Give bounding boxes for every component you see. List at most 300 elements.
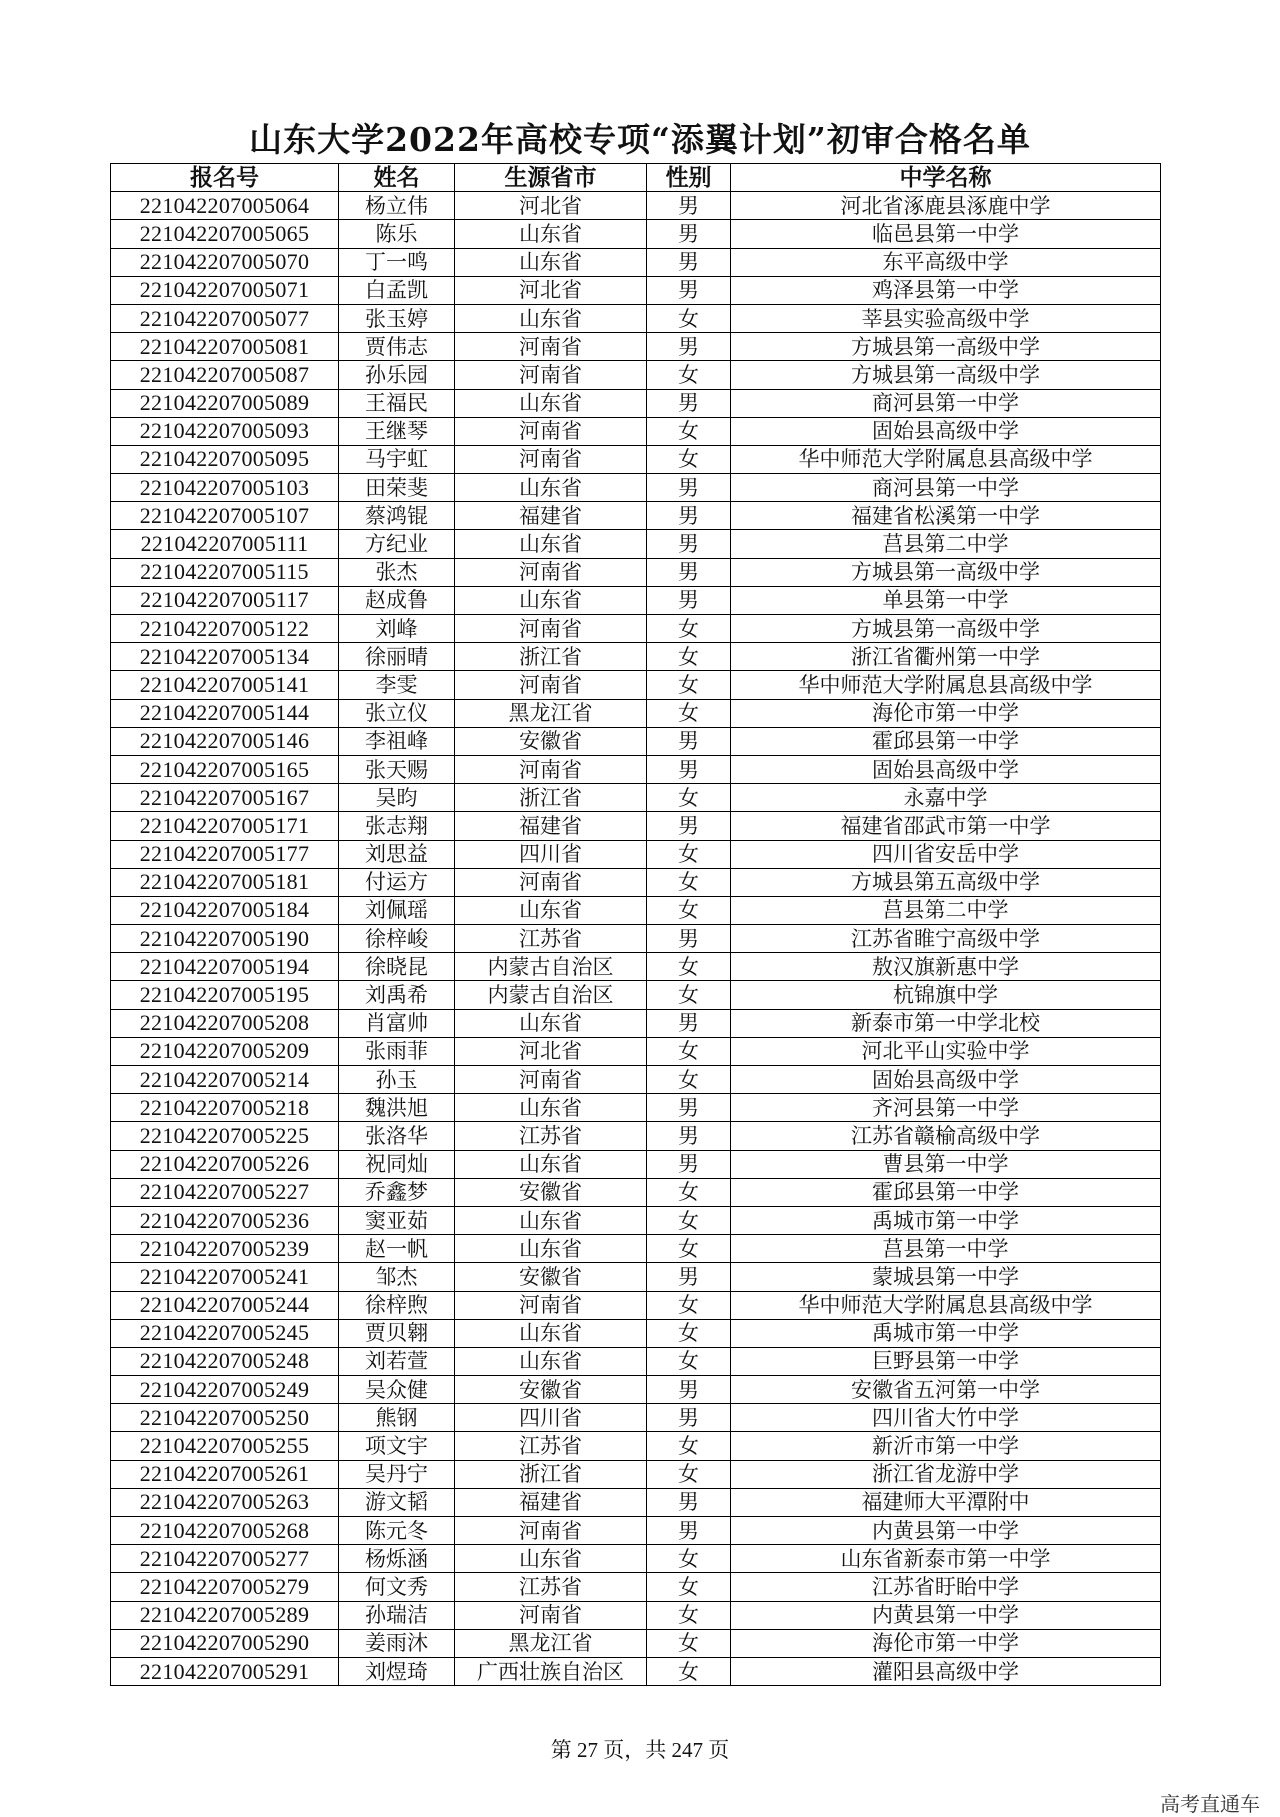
table-row [111, 586, 1161, 614]
registration-no-cell: 221042207005244 [111, 1291, 339, 1319]
school-cell: 方城县第五高级中学 [731, 868, 1161, 896]
table-row [111, 530, 1161, 558]
name-cell: 王福民 [339, 389, 455, 417]
gender-cell: 女 [647, 445, 731, 473]
school-cell: 禹城市第一中学 [731, 1206, 1161, 1234]
name-cell: 肖富帅 [339, 1009, 455, 1037]
name-cell: 张雨菲 [339, 1037, 455, 1065]
registration-no-cell: 221042207005263 [111, 1488, 339, 1516]
name-cell: 张立仪 [339, 699, 455, 727]
gender-cell: 女 [647, 615, 731, 643]
registration-no-cell: 221042207005279 [111, 1573, 339, 1601]
column-header-school: 中学名称 [731, 164, 1161, 192]
gender-cell: 女 [647, 1066, 731, 1094]
table-row [111, 1206, 1161, 1234]
name-cell: 刘峰 [339, 615, 455, 643]
province-cell: 江苏省 [455, 1432, 647, 1460]
table-row [111, 896, 1161, 924]
name-cell: 吴丹宁 [339, 1460, 455, 1488]
column-header-name: 姓名 [339, 164, 455, 192]
province-cell: 黑龙江省 [455, 699, 647, 727]
registration-no-cell: 221042207005190 [111, 925, 339, 953]
school-cell: 商河县第一中学 [731, 474, 1161, 502]
province-cell: 河南省 [455, 1517, 647, 1545]
province-cell: 山东省 [455, 1150, 647, 1178]
school-cell: 永嘉中学 [731, 784, 1161, 812]
school-cell: 临邑县第一中学 [731, 220, 1161, 248]
province-cell: 河南省 [455, 1066, 647, 1094]
table-row [111, 417, 1161, 445]
name-cell: 吴昀 [339, 784, 455, 812]
province-cell: 内蒙古自治区 [455, 981, 647, 1009]
province-cell: 山东省 [455, 474, 647, 502]
table-row [111, 361, 1161, 389]
province-cell: 河南省 [455, 333, 647, 361]
table-row [111, 1601, 1161, 1629]
province-cell: 浙江省 [455, 1460, 647, 1488]
name-cell: 项文宇 [339, 1432, 455, 1460]
gender-cell: 男 [647, 1122, 731, 1150]
province-cell: 安徽省 [455, 727, 647, 755]
school-cell: 曹县第一中学 [731, 1150, 1161, 1178]
table-row [111, 276, 1161, 304]
province-cell: 黑龙江省 [455, 1629, 647, 1657]
province-cell: 江苏省 [455, 1573, 647, 1601]
registration-no-cell: 221042207005208 [111, 1009, 339, 1037]
gender-cell: 男 [647, 1404, 731, 1432]
school-cell: 安徽省五河第一中学 [731, 1376, 1161, 1404]
province-cell: 河北省 [455, 192, 647, 220]
table-row [111, 333, 1161, 361]
province-cell: 山东省 [455, 389, 647, 417]
gender-cell: 男 [647, 1517, 731, 1545]
province-cell: 河南省 [455, 615, 647, 643]
table-row [111, 1573, 1161, 1601]
province-cell: 山东省 [455, 586, 647, 614]
province-cell: 浙江省 [455, 784, 647, 812]
gender-cell: 男 [647, 1009, 731, 1037]
school-cell: 杭锦旗中学 [731, 981, 1161, 1009]
school-cell: 海伦市第一中学 [731, 699, 1161, 727]
registration-no-cell: 221042207005250 [111, 1404, 339, 1432]
gender-cell: 女 [647, 361, 731, 389]
registration-no-cell: 221042207005103 [111, 474, 339, 502]
province-cell: 四川省 [455, 1404, 647, 1432]
table-row [111, 192, 1161, 220]
registration-no-cell: 221042207005225 [111, 1122, 339, 1150]
gender-cell: 男 [647, 248, 731, 276]
table-row [111, 755, 1161, 783]
name-cell: 祝同灿 [339, 1150, 455, 1178]
gender-cell: 女 [647, 1545, 731, 1573]
gender-cell: 女 [647, 1432, 731, 1460]
gender-cell: 女 [647, 784, 731, 812]
registration-no-cell: 221042207005239 [111, 1235, 339, 1263]
column-header-registration-no: 报名号 [111, 164, 339, 192]
gender-cell: 女 [647, 1629, 731, 1657]
province-cell: 河南省 [455, 445, 647, 473]
registration-no-cell: 221042207005195 [111, 981, 339, 1009]
name-cell: 孙玉 [339, 1066, 455, 1094]
registration-no-cell: 221042207005064 [111, 192, 339, 220]
province-cell: 山东省 [455, 1009, 647, 1037]
registration-no-cell: 221042207005141 [111, 671, 339, 699]
table-row [111, 389, 1161, 417]
gender-cell: 男 [647, 1094, 731, 1122]
name-cell: 张志翔 [339, 812, 455, 840]
gender-cell: 男 [647, 1376, 731, 1404]
watermark-text: 高考直通车 [1160, 1792, 1260, 1816]
registration-no-cell: 221042207005226 [111, 1150, 339, 1178]
registration-no-cell: 221042207005171 [111, 812, 339, 840]
table-row [111, 953, 1161, 981]
table-row [111, 727, 1161, 755]
gender-cell: 女 [647, 981, 731, 1009]
table-row [111, 840, 1161, 868]
school-cell: 方城县第一高级中学 [731, 558, 1161, 586]
name-cell: 赵一帆 [339, 1235, 455, 1263]
table-row [111, 1094, 1161, 1122]
school-cell: 敖汉旗新惠中学 [731, 953, 1161, 981]
province-cell: 河南省 [455, 755, 647, 783]
province-cell: 山东省 [455, 1545, 647, 1573]
province-cell: 河北省 [455, 1037, 647, 1065]
registration-no-cell: 221042207005290 [111, 1629, 339, 1657]
province-cell: 江苏省 [455, 925, 647, 953]
province-cell: 山东省 [455, 1347, 647, 1375]
gender-cell: 男 [647, 1488, 731, 1516]
gender-cell: 男 [647, 276, 731, 304]
table-row [111, 812, 1161, 840]
registration-no-cell: 221042207005194 [111, 953, 339, 981]
gender-cell: 女 [647, 1460, 731, 1488]
name-cell: 陈乐 [339, 220, 455, 248]
school-cell: 方城县第一高级中学 [731, 333, 1161, 361]
name-cell: 吴众健 [339, 1376, 455, 1404]
table-row [111, 1235, 1161, 1263]
name-cell: 乔鑫梦 [339, 1178, 455, 1206]
school-cell: 海伦市第一中学 [731, 1629, 1161, 1657]
name-cell: 李祖峰 [339, 727, 455, 755]
school-cell: 新泰市第一中学北校 [731, 1009, 1161, 1037]
registration-no-cell: 221042207005268 [111, 1517, 339, 1545]
registration-no-cell: 221042207005111 [111, 530, 339, 558]
name-cell: 窦亚茹 [339, 1206, 455, 1234]
school-cell: 华中师范大学附属息县高级中学 [731, 445, 1161, 473]
name-cell: 何文秀 [339, 1573, 455, 1601]
registration-no-cell: 221042207005070 [111, 248, 339, 276]
gender-cell: 男 [647, 333, 731, 361]
name-cell: 张杰 [339, 558, 455, 586]
table-row [111, 248, 1161, 276]
table-row [111, 1150, 1161, 1178]
table-row [111, 1629, 1161, 1657]
table-row [111, 1037, 1161, 1065]
gender-cell: 女 [647, 840, 731, 868]
name-cell: 杨立伟 [339, 192, 455, 220]
school-cell: 福建省松溪第一中学 [731, 502, 1161, 530]
school-cell: 鸡泽县第一中学 [731, 276, 1161, 304]
registration-no-cell: 221042207005209 [111, 1037, 339, 1065]
table-row [111, 1517, 1161, 1545]
province-cell: 河南省 [455, 671, 647, 699]
school-cell: 巨野县第一中学 [731, 1347, 1161, 1375]
school-cell: 华中师范大学附属息县高级中学 [731, 671, 1161, 699]
table-row [111, 699, 1161, 727]
gender-cell: 男 [647, 558, 731, 586]
registration-no-cell: 221042207005115 [111, 558, 339, 586]
school-cell: 固始县高级中学 [731, 755, 1161, 783]
table-row [111, 474, 1161, 502]
province-cell: 安徽省 [455, 1263, 647, 1291]
name-cell: 刘禹希 [339, 981, 455, 1009]
school-cell: 禹城市第一中学 [731, 1319, 1161, 1347]
table-row [111, 1319, 1161, 1347]
gender-cell: 男 [647, 1150, 731, 1178]
table-row [111, 558, 1161, 586]
name-cell: 王继琴 [339, 417, 455, 445]
province-cell: 福建省 [455, 1488, 647, 1516]
school-cell: 内黄县第一中学 [731, 1601, 1161, 1629]
province-cell: 河南省 [455, 1291, 647, 1319]
province-cell: 安徽省 [455, 1178, 647, 1206]
province-cell: 山东省 [455, 1094, 647, 1122]
school-cell: 商河县第一中学 [731, 389, 1161, 417]
school-cell: 方城县第一高级中学 [731, 615, 1161, 643]
name-cell: 付运方 [339, 868, 455, 896]
registration-no-cell: 221042207005248 [111, 1347, 339, 1375]
school-cell: 四川省大竹中学 [731, 1404, 1161, 1432]
table-row [111, 925, 1161, 953]
province-cell: 四川省 [455, 840, 647, 868]
table-row [111, 981, 1161, 1009]
table-row [111, 1432, 1161, 1460]
gender-cell: 女 [647, 1573, 731, 1601]
registration-no-cell: 221042207005146 [111, 727, 339, 755]
school-cell: 福建省邵武市第一中学 [731, 812, 1161, 840]
province-cell: 安徽省 [455, 1376, 647, 1404]
registration-no-cell: 221042207005144 [111, 699, 339, 727]
registration-no-cell: 221042207005177 [111, 840, 339, 868]
name-cell: 蔡鸿锟 [339, 502, 455, 530]
name-cell: 熊钢 [339, 1404, 455, 1432]
school-cell: 齐河县第一中学 [731, 1094, 1161, 1122]
table-header-row [111, 164, 1161, 192]
registration-no-cell: 221042207005184 [111, 896, 339, 924]
name-cell: 赵成鲁 [339, 586, 455, 614]
registration-no-cell: 221042207005117 [111, 586, 339, 614]
registration-no-cell: 221042207005291 [111, 1657, 339, 1685]
table-row [111, 868, 1161, 896]
school-cell: 江苏省睢宁高级中学 [731, 925, 1161, 953]
gender-cell: 女 [647, 868, 731, 896]
table-body [111, 192, 1161, 1686]
gender-cell: 女 [647, 643, 731, 671]
province-cell: 浙江省 [455, 643, 647, 671]
table-row [111, 1376, 1161, 1404]
province-cell: 河南省 [455, 417, 647, 445]
registration-no-cell: 221042207005214 [111, 1066, 339, 1094]
gender-cell: 男 [647, 812, 731, 840]
province-cell: 河南省 [455, 361, 647, 389]
school-cell: 山东省新泰市第一中学 [731, 1545, 1161, 1573]
name-cell: 张洛华 [339, 1122, 455, 1150]
table-row [111, 671, 1161, 699]
registration-no-cell: 221042207005065 [111, 220, 339, 248]
name-cell: 孙乐园 [339, 361, 455, 389]
name-cell: 白孟凯 [339, 276, 455, 304]
gender-cell: 男 [647, 192, 731, 220]
registration-no-cell: 221042207005081 [111, 333, 339, 361]
school-cell: 莒县第一中学 [731, 1235, 1161, 1263]
document-title: 山东大学2022年高校专项“添翼计划”初审合格名单 [249, 120, 1031, 159]
table-row [111, 615, 1161, 643]
name-cell: 徐丽晴 [339, 643, 455, 671]
table-row [111, 1178, 1161, 1206]
school-cell: 固始县高级中学 [731, 417, 1161, 445]
name-cell: 方纪业 [339, 530, 455, 558]
gender-cell: 女 [647, 1601, 731, 1629]
name-cell: 徐晓昆 [339, 953, 455, 981]
school-cell: 灌阳县高级中学 [731, 1657, 1161, 1685]
school-cell: 四川省安岳中学 [731, 840, 1161, 868]
table-row [111, 1291, 1161, 1319]
school-cell: 蒙城县第一中学 [731, 1263, 1161, 1291]
school-cell: 新沂市第一中学 [731, 1432, 1161, 1460]
province-cell: 福建省 [455, 502, 647, 530]
name-cell: 杨烁涵 [339, 1545, 455, 1573]
name-cell: 魏洪旭 [339, 1094, 455, 1122]
table-row [111, 1488, 1161, 1516]
gender-cell: 女 [647, 953, 731, 981]
registration-no-cell: 221042207005261 [111, 1460, 339, 1488]
registration-no-cell: 221042207005071 [111, 276, 339, 304]
school-cell: 东平高级中学 [731, 248, 1161, 276]
school-cell: 华中师范大学附属息县高级中学 [731, 1291, 1161, 1319]
gender-cell: 女 [647, 1037, 731, 1065]
name-cell: 邹杰 [339, 1263, 455, 1291]
column-header-gender: 性别 [647, 164, 731, 192]
name-cell: 张玉婷 [339, 304, 455, 332]
name-cell: 姜雨沐 [339, 1629, 455, 1657]
registration-no-cell: 221042207005181 [111, 868, 339, 896]
registration-no-cell: 221042207005089 [111, 389, 339, 417]
name-cell: 陈元冬 [339, 1517, 455, 1545]
table-row [111, 1347, 1161, 1375]
table-row [111, 1122, 1161, 1150]
gender-cell: 男 [647, 755, 731, 783]
gender-cell: 女 [647, 1347, 731, 1375]
table-row [111, 1009, 1161, 1037]
name-cell: 贾伟志 [339, 333, 455, 361]
name-cell: 贾贝翱 [339, 1319, 455, 1347]
name-cell: 游文韬 [339, 1488, 455, 1516]
registration-no-cell: 221042207005289 [111, 1601, 339, 1629]
table-row [111, 784, 1161, 812]
name-cell: 刘煜琦 [339, 1657, 455, 1685]
registration-no-cell: 221042207005227 [111, 1178, 339, 1206]
gender-cell: 男 [647, 1263, 731, 1291]
table-row [111, 502, 1161, 530]
school-cell: 河北省涿鹿县涿鹿中学 [731, 192, 1161, 220]
table-row [111, 304, 1161, 332]
province-cell: 江苏省 [455, 1122, 647, 1150]
province-cell: 河南省 [455, 1601, 647, 1629]
gender-cell: 男 [647, 925, 731, 953]
school-cell: 江苏省赣榆高级中学 [731, 1122, 1161, 1150]
name-cell: 田荣斐 [339, 474, 455, 502]
gender-cell: 男 [647, 530, 731, 558]
school-cell: 单县第一中学 [731, 586, 1161, 614]
registration-no-cell: 221042207005093 [111, 417, 339, 445]
name-cell: 李雯 [339, 671, 455, 699]
gender-cell: 女 [647, 1178, 731, 1206]
school-cell: 莒县第二中学 [731, 530, 1161, 558]
school-cell: 霍邱县第一中学 [731, 727, 1161, 755]
table-row [111, 1460, 1161, 1488]
registration-no-cell: 221042207005241 [111, 1263, 339, 1291]
gender-cell: 女 [647, 896, 731, 924]
gender-cell: 女 [647, 417, 731, 445]
province-cell: 山东省 [455, 896, 647, 924]
gender-cell: 女 [647, 699, 731, 727]
province-cell: 山东省 [455, 248, 647, 276]
registration-no-cell: 221042207005218 [111, 1094, 339, 1122]
province-cell: 山东省 [455, 220, 647, 248]
table-row [111, 445, 1161, 473]
province-cell: 山东省 [455, 1235, 647, 1263]
table-row [111, 1545, 1161, 1573]
school-cell: 福建师大平潭附中 [731, 1488, 1161, 1516]
table-row [111, 1657, 1161, 1685]
page-number-footer: 第 27 页，共 247 页 [550, 1738, 730, 1762]
gender-cell: 男 [647, 220, 731, 248]
gender-cell: 女 [647, 671, 731, 699]
registration-no-cell: 221042207005236 [111, 1206, 339, 1234]
province-cell: 山东省 [455, 530, 647, 558]
registration-no-cell: 221042207005249 [111, 1376, 339, 1404]
province-cell: 福建省 [455, 812, 647, 840]
name-cell: 刘若萱 [339, 1347, 455, 1375]
school-cell: 内黄县第一中学 [731, 1517, 1161, 1545]
gender-cell: 男 [647, 474, 731, 502]
school-cell: 霍邱县第一中学 [731, 1178, 1161, 1206]
roster-table [110, 163, 1161, 1686]
gender-cell: 女 [647, 1235, 731, 1263]
province-cell: 山东省 [455, 304, 647, 332]
gender-cell: 女 [647, 304, 731, 332]
gender-cell: 女 [647, 1319, 731, 1347]
province-cell: 河北省 [455, 276, 647, 304]
registration-no-cell: 221042207005277 [111, 1545, 339, 1573]
province-cell: 河南省 [455, 868, 647, 896]
table-row [111, 1263, 1161, 1291]
table-row [111, 1404, 1161, 1432]
registration-no-cell: 221042207005122 [111, 615, 339, 643]
registration-no-cell: 221042207005134 [111, 643, 339, 671]
province-cell: 山东省 [455, 1206, 647, 1234]
table-row [111, 1066, 1161, 1094]
province-cell: 河南省 [455, 558, 647, 586]
registration-no-cell: 221042207005167 [111, 784, 339, 812]
registration-no-cell: 221042207005087 [111, 361, 339, 389]
name-cell: 刘思益 [339, 840, 455, 868]
province-cell: 内蒙古自治区 [455, 953, 647, 981]
registration-no-cell: 221042207005165 [111, 755, 339, 783]
gender-cell: 男 [647, 389, 731, 417]
gender-cell: 女 [647, 1206, 731, 1234]
registration-no-cell: 221042207005077 [111, 304, 339, 332]
